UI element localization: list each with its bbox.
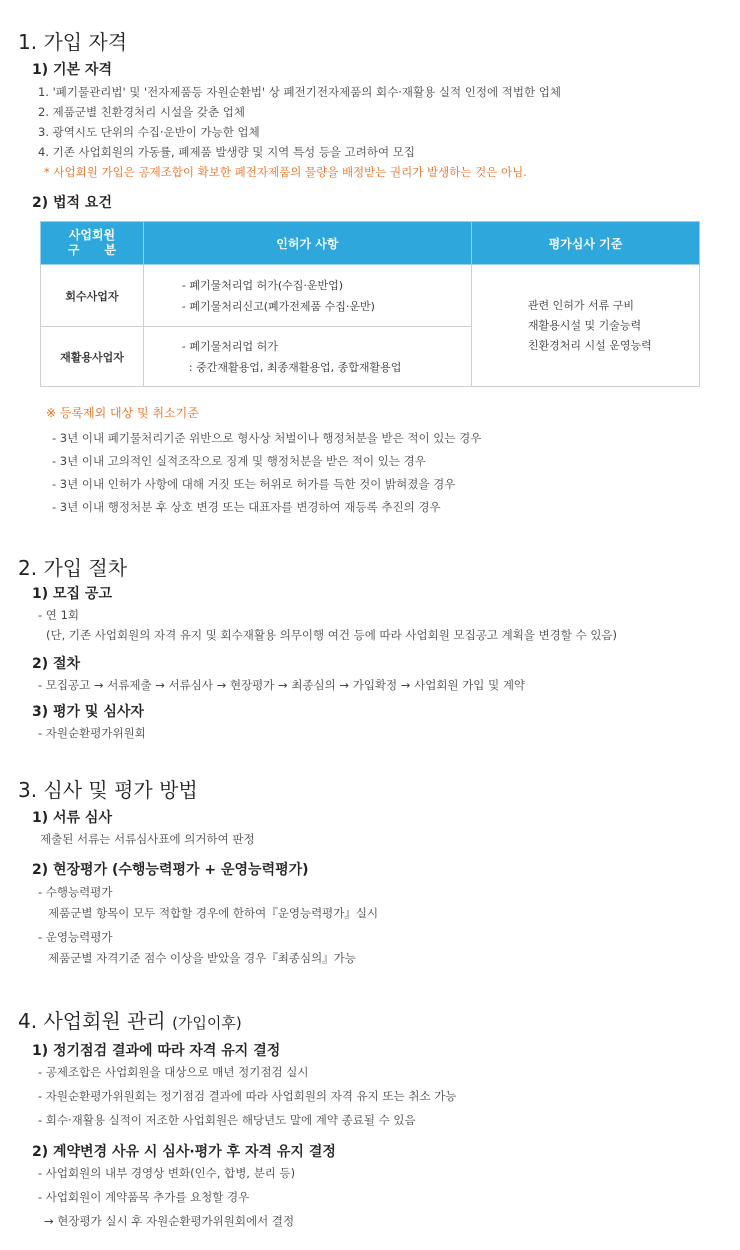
s3-sub2-item: - 수행능력평가 — [38, 885, 113, 899]
s2-sub1-item: (단, 기존 사업회원의 자격 유지 및 회수재활용 의무이행 여건 등에 따라 사업회원 모집공고 계획을 변경할 수 있음) — [46, 628, 618, 642]
criteria-line: 재활용시설 및 기술능력 — [527, 318, 642, 332]
table-cell-criteria — [471, 265, 699, 387]
s4-sub2-item: - 사업회원이 계약품목 추가를 요청할 경우 — [38, 1190, 250, 1204]
s4-sub2-title: 2) 계약변경 사유 시 심사·평가 후 자격 유지 결정 — [32, 1144, 336, 1160]
s2-sub1-item: - 연 1회 — [38, 608, 79, 622]
s1-sub1-item: 1. '폐기물관리법' 및 '전자제품등 자원순환법' 상 폐전기전자제품의 회수·재활용 실적 인정에 적법한 업체 — [38, 85, 561, 99]
s3-sub2-title: 2) 현장평가 (수행능력평가 + 운영능력평가) — [32, 862, 309, 878]
s3-sub1-item: 제출된 서류는 서류심사표에 의거하여 판정 — [40, 832, 255, 846]
s3-sub2-item: - 운영능력평가 — [38, 930, 113, 944]
exclusion-item: - 3년 이내 행정처분 후 상호 변경 또는 대표자를 변경하여 재등록 추진의 경우 — [52, 500, 441, 514]
table-cell-recycler-license — [143, 327, 471, 387]
s2-sub2-title: 2) 절차 — [32, 656, 81, 672]
s1-sub1-title: 1) 기본 자격 — [32, 62, 112, 78]
table-header-gubun — [41, 222, 144, 265]
section-4-title-text: 4. 사업회원 관리 — [18, 1009, 166, 1033]
exclusion-item: - 3년 이내 인허가 사항에 대해 거짓 또는 허위로 허가를 득한 것이 밝혀졌을 경우 — [52, 477, 456, 491]
s4-sub1-item: - 회수·재활용 실적이 저조한 사업회원은 해당년도 말에 계약 종료될 수 있음 — [38, 1113, 416, 1127]
exclusion-item: - 3년 이내 폐기물처리기준 위반으로 형사상 처벌이나 행정처분을 받은 적이 있는 경우 — [52, 431, 482, 445]
table-header-row — [41, 222, 700, 265]
section-2-title: 2. 가입 절차 — [18, 556, 128, 580]
section-4-title-suffix: (가입이후) — [172, 1014, 242, 1032]
s3-sub2-item: 제품군별 자격기준 점수 이상을 받았을 경우『최종심의』가능 — [48, 951, 356, 965]
s4-sub2-item: → 현장평가 실시 후 자원순환평가위원회에서 결정 — [44, 1214, 295, 1228]
s4-sub1-item: - 공제조합은 사업회원을 대상으로 매년 정기점검 실시 — [38, 1065, 309, 1079]
table-cell-collector-license — [143, 265, 471, 327]
table-row — [41, 265, 700, 327]
exclusion-item: - 3년 이내 고의적인 실적조작으로 징계 및 행정처분을 받은 적이 있는 경우 — [52, 454, 426, 468]
exclusion-title: ※ 등록제외 대상 및 취소기준 — [46, 406, 199, 420]
table-header-license: 인허가 사항 — [143, 222, 471, 265]
table-header-gubun-line1: 사업회원 — [68, 228, 116, 242]
table-header-criteria: 평가심사 기준 — [471, 222, 699, 265]
s1-sub1-note: * 사업회원 가입은 공제조합이 확보한 폐전자제품의 물량을 배정받는 권리가 발생하는 것은 아님. — [44, 165, 527, 179]
section-1-title: 1. 가입 자격 — [18, 30, 128, 54]
s1-sub1-item: 2. 제품군별 친환경처리 시설을 갖춘 업체 — [38, 105, 245, 119]
license-line: - 폐기물처리업 허가 — [181, 339, 278, 353]
s3-sub2-item: 제품군별 항목이 모두 적합할 경우에 한하여『운영능력평가』실시 — [48, 906, 379, 920]
s4-sub2-item: - 사업회원의 내부 경영상 변화(인수, 합병, 분리 등) — [38, 1166, 296, 1180]
table-header-gubun-line2: 구 분 — [67, 243, 117, 257]
criteria-line: 관련 인허가 서류 구비 — [527, 298, 634, 312]
s1-sub2-title: 2) 법적 요건 — [32, 195, 112, 211]
s2-sub1-title: 1) 모집 공고 — [32, 586, 112, 602]
s4-sub1-item: - 자원순환평가위원회는 정기점검 결과에 따라 사업회원의 자격 유지 또는 취소 가능 — [38, 1089, 457, 1103]
table-cell-recycler: 재활용사업자 — [41, 327, 144, 387]
section-3-title: 3. 심사 및 평가 방법 — [18, 778, 198, 802]
license-line: - 폐기물처리신고(폐가전제품 수집·운반) — [181, 299, 375, 313]
requirements-table — [40, 221, 700, 387]
s4-sub1-title: 1) 정기점검 결과에 따라 자격 유지 결정 — [32, 1043, 281, 1059]
s2-sub3-item: - 자원순환평가위원회 — [38, 726, 146, 740]
license-line: - 폐기물처리업 허가(수집·운반업) — [181, 278, 344, 292]
s2-sub2-item: - 모집공고 → 서류제출 → 서류심사 → 현장평가 → 최종심의 → 가입확정 → 사업회원 가입 및 계약 — [38, 678, 526, 692]
s3-sub1-title: 1) 서류 심사 — [32, 810, 112, 826]
criteria-line: 친환경처리 시설 운영능력 — [527, 338, 652, 352]
table-cell-collector: 회수사업자 — [41, 265, 144, 327]
section-4-title — [18, 1005, 242, 1034]
s1-sub1-item: 4. 기존 사업회원의 가동률, 폐제품 발생량 및 지역 특성 등을 고려하여 모집 — [38, 145, 415, 159]
s2-sub3-title: 3) 평가 및 심사자 — [32, 704, 144, 720]
license-line: : 중간재활용업, 최종재활용업, 종합재활용업 — [181, 360, 402, 374]
s1-sub1-item: 3. 광역시도 단위의 수집·운반이 가능한 업체 — [38, 125, 260, 139]
